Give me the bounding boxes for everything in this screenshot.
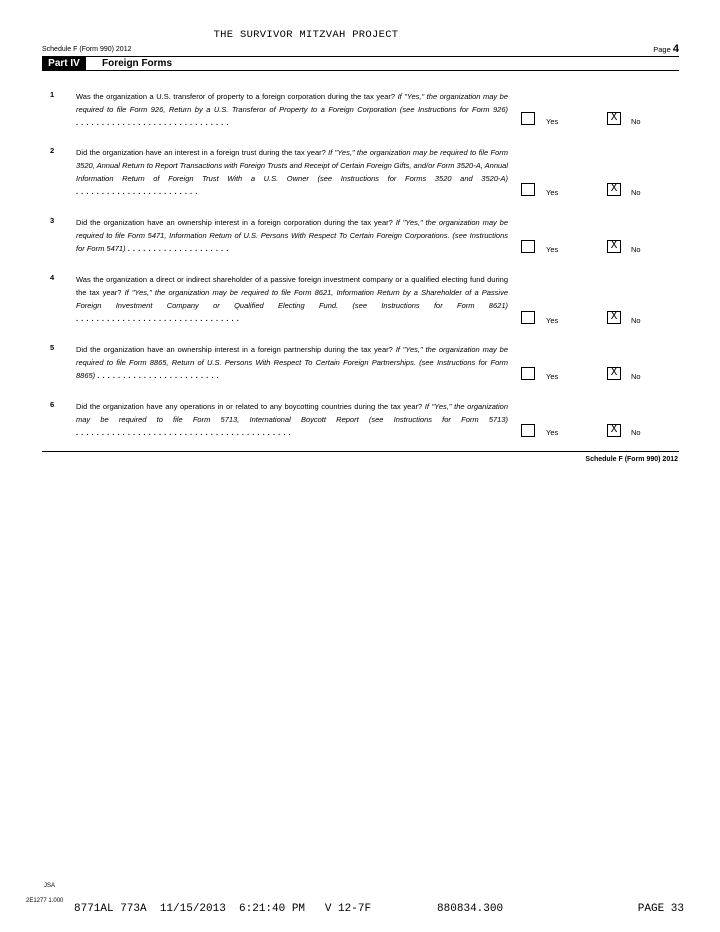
page-label: Page [653, 45, 671, 54]
question-lead: Did the organization have any operations in or related to any boycotting countries during the tax year? [76, 402, 425, 411]
page-indicator [653, 43, 679, 55]
leader-dots: .............................. [76, 118, 232, 127]
yes-checkbox[interactable] [521, 311, 535, 324]
yes-checkbox[interactable] [521, 240, 535, 253]
question-text [76, 90, 508, 129]
yes-label: Yes [546, 428, 559, 437]
question-instruction: If "Yes," the organization may be required to file Form 8865, Return of U.S. Persons With Respect To Certain Foreign Partnerships. (see Instructions for Form 8865) [76, 345, 508, 380]
yes-label: Yes [546, 372, 559, 381]
part-title: Foreign Forms [102, 58, 173, 69]
yes-label: Yes [546, 316, 559, 325]
organization-name: THE SURVIVOR MITZVAH PROJECT [213, 29, 399, 41]
question-instruction: If "Yes," the organization may be required to file Form 926, Return by a U.S. Transferor of Property to a Foreign Corporation (see Instructions for Form 926) [76, 92, 508, 114]
yes-checkbox[interactable] [521, 424, 535, 437]
question-number: 2 [50, 146, 55, 155]
part-rule [42, 70, 679, 71]
leader-dots: ................................ [76, 314, 242, 323]
schedule-header-label: Schedule F (Form 990) 2012 [42, 46, 132, 53]
question-lead: Did the organization have an ownership interest in a foreign partnership during the tax year? [76, 345, 396, 354]
jsa-mark: JSA [44, 883, 56, 889]
yes-label: Yes [546, 245, 559, 254]
question-lead: Was the organization a direct or indirect shareholder of a passive foreign investment company or a qualified electing fund during the tax year? [76, 275, 508, 297]
question-number: 3 [50, 216, 55, 225]
no-checkbox[interactable]: X [607, 311, 621, 324]
page-number: 4 [672, 43, 679, 55]
leader-dots: ........................ [76, 187, 201, 196]
no-label: No [631, 316, 641, 325]
no-label: No [631, 245, 641, 254]
form-code: 2E1277 1.000 [26, 898, 64, 904]
yes-label: Yes [546, 188, 559, 197]
leader-dots: .......................................... [76, 428, 294, 437]
question-number: 4 [50, 273, 55, 282]
question-instruction: If "Yes," the organization may be required to file Form 8621, Information Return by a Shareholder of a Passive Foreign Investment Company or Qualified Electing Fund. (see Instructions for Form 8621) [76, 288, 509, 310]
question-number: 6 [50, 400, 55, 409]
question-text [76, 400, 508, 439]
yes-checkbox[interactable] [521, 367, 535, 380]
no-checkbox[interactable]: X [607, 424, 621, 437]
schedule-footer-label: Schedule F (Form 990) 2012 [585, 456, 678, 463]
no-checkbox[interactable]: X [607, 240, 621, 253]
no-label: No [631, 428, 641, 437]
question-lead: Did the organization have an ownership interest in a foreign corporation during the tax year? [76, 218, 396, 227]
yes-checkbox[interactable] [521, 112, 535, 125]
yes-label: Yes [546, 117, 559, 126]
yes-checkbox[interactable] [521, 183, 535, 196]
question-instruction: If "Yes," the organization may be required to file Form 5713, International Boycott Report (see Instructions for Form 5713) [76, 402, 509, 424]
question-lead: Did the organization have an interest in a foreign trust during the tax year? [76, 148, 329, 157]
no-checkbox[interactable]: X [607, 112, 621, 125]
question-text [76, 343, 508, 382]
leader-dots: .................... [127, 244, 232, 253]
print-line: 8771AL 773A 11/15/2013 6:21:40 PM V 12-7F 880834.300 [74, 903, 504, 915]
form-end-rule [42, 451, 679, 452]
question-instruction: If "Yes," the organization may be required to file Form 5471, Information Return of U.S. Persons With Respect To Certain Foreign Corporations. (see Instructions for Form 5471) [76, 218, 508, 253]
no-label: No [631, 372, 641, 381]
no-label: No [631, 188, 641, 197]
page-footer-number: PAGE 33 [637, 903, 684, 915]
question-text [76, 216, 508, 255]
no-checkbox[interactable]: X [607, 183, 621, 196]
leader-dots: ........................ [97, 371, 222, 380]
question-number: 1 [50, 90, 55, 99]
question-instruction: If "Yes," the organization may be required to file Form 3520, Annual Return to Report Transactions with Foreign Trusts and Receipt of Certain Foreign Gifts, and/or Form 3520-A, Annual Information Return of Foreign Trust With a U.S. Owner (see Instructions for Forms 3520 and 3520-A) [76, 148, 509, 183]
question-text [76, 146, 508, 198]
question-lead: Was the organization a U.S. transferor of property to a foreign corporation during the tax year? [76, 92, 398, 101]
question-number: 5 [50, 343, 55, 352]
no-label: No [631, 117, 641, 126]
no-checkbox[interactable]: X [607, 367, 621, 380]
part-label: Part IV [42, 57, 86, 70]
question-text [76, 273, 508, 325]
